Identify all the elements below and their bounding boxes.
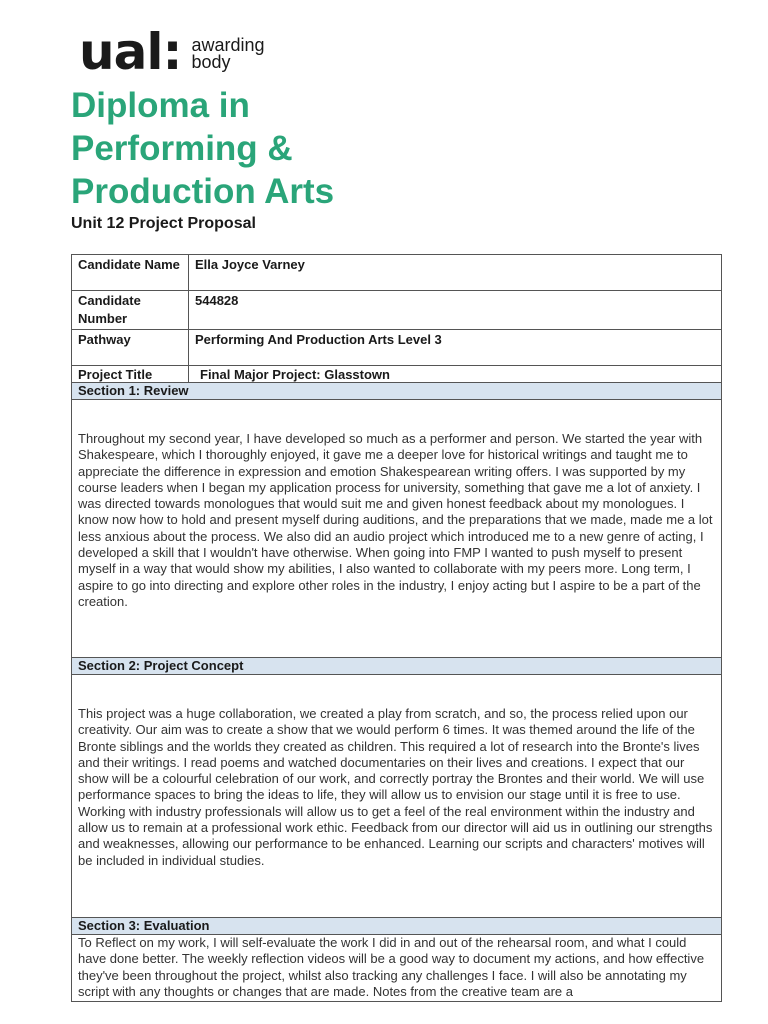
pathway-label: Pathway bbox=[72, 330, 189, 366]
section-2-header-row bbox=[72, 658, 722, 675]
ual-awarding-body-logo bbox=[79, 23, 265, 81]
section-3-header-row bbox=[72, 918, 722, 935]
project-title-row bbox=[72, 366, 722, 383]
logo-subtext bbox=[191, 37, 264, 74]
title-line-2: Performing & bbox=[71, 129, 293, 168]
section-1-body-row bbox=[72, 400, 722, 658]
section-2-body-row bbox=[72, 675, 722, 918]
candidate-name-label: Candidate Name bbox=[72, 255, 189, 291]
section-3-heading: Section 3: Evaluation bbox=[72, 918, 722, 935]
project-title-value: Final Major Project: Glasstown bbox=[189, 366, 722, 383]
title-line-1: Diploma in bbox=[71, 86, 250, 125]
section-1-heading: Section 1: Review bbox=[72, 383, 722, 400]
section-2-concept-text: This project was a huge collaboration, we created a play from scratch, and so, the process relied upon our creativity. Our aim was to create a show that we would perform 6 times. It was themed around the life of the Bronte siblings and the worlds they created as children. This required a lot of research into the Bronte's lives and their writings. I read poems and watched documentaries on their lives and creations. I expect that our show will be a colourful celebration of our work, and correctly portray the Brontes and their world. We will use performance spaces to bring the ideas to life, they will allow us to envision our stage until it is free to use. Working with industry professionals will allow us to get a feel of the real environment within the industry and allow us to remain at a professional work ethic. Feedback from our director will aid us in outlining our strengths and weaknesses, allowing our performance to be enhanced. Learning our scripts and characters' motives will be included in individual studies. bbox=[72, 675, 722, 918]
candidate-number-label: Candidate Number bbox=[72, 291, 189, 330]
proposal-table bbox=[71, 254, 722, 1002]
candidate-name-row bbox=[72, 255, 722, 291]
section-3-evaluation-text: To Reflect on my work, I will self-evaluate the work I did in and out of the rehearsal room, and what I could have done better. The weekly reflection videos will be a good way to document my actions, and how effective they've been throughout the project, whilst also tracking any challenges I face. I will also be annotating my script with any thoughts or changes that are made. Notes from the creative team are a bbox=[72, 935, 722, 1002]
logo-subtext-line1: awarding bbox=[191, 35, 265, 55]
logo-mark: ual: bbox=[79, 23, 182, 81]
logo-subtext-line2: body bbox=[191, 52, 231, 72]
pathway-row bbox=[72, 330, 722, 366]
document-subtitle: Unit 12 Project Proposal bbox=[71, 215, 256, 232]
pathway-value: Performing And Production Arts Level 3 bbox=[189, 330, 722, 366]
candidate-number-row bbox=[72, 291, 722, 330]
section-1-header-row bbox=[72, 383, 722, 400]
project-title-label: Project Title bbox=[72, 366, 189, 383]
candidate-number-value: 544828 bbox=[189, 291, 722, 330]
candidate-name-value: Ella Joyce Varney bbox=[189, 255, 722, 291]
title-line-3: Production Arts bbox=[71, 172, 335, 211]
section-2-heading: Section 2: Project Concept bbox=[72, 658, 722, 675]
document-title bbox=[71, 84, 334, 213]
section-1-review-text: Throughout my second year, I have developed so much as a performer and person. We started the year with Shakespeare, which I thoroughly enjoyed, it gave me a deeper love for historical writings and taught me to appreciate the difference in expression and emotion Shakespearean writing offers. I was supported by my course leaders when I began my application process for university, something that gave me a lot of anxiety. I was directed towards monologues that would suit me and given honest feedback about my monologues. I know now how to hold and present myself during auditions, and the preparations that we made, made me a lot less anxious about the process. We also did an audio project which introduced me to a new genre of acting, I developed a skill that I wouldn't have otherwise. When going into FMP I wanted to push myself to present myself in a way that would show my abilities, I also wanted to collaborate with my peers more. Long term, I aspire to go into directing and explore other roles in the industry, I enjoy acting but I aspire to be a part of the creation. bbox=[72, 400, 722, 658]
section-3-body-row bbox=[72, 935, 722, 1002]
